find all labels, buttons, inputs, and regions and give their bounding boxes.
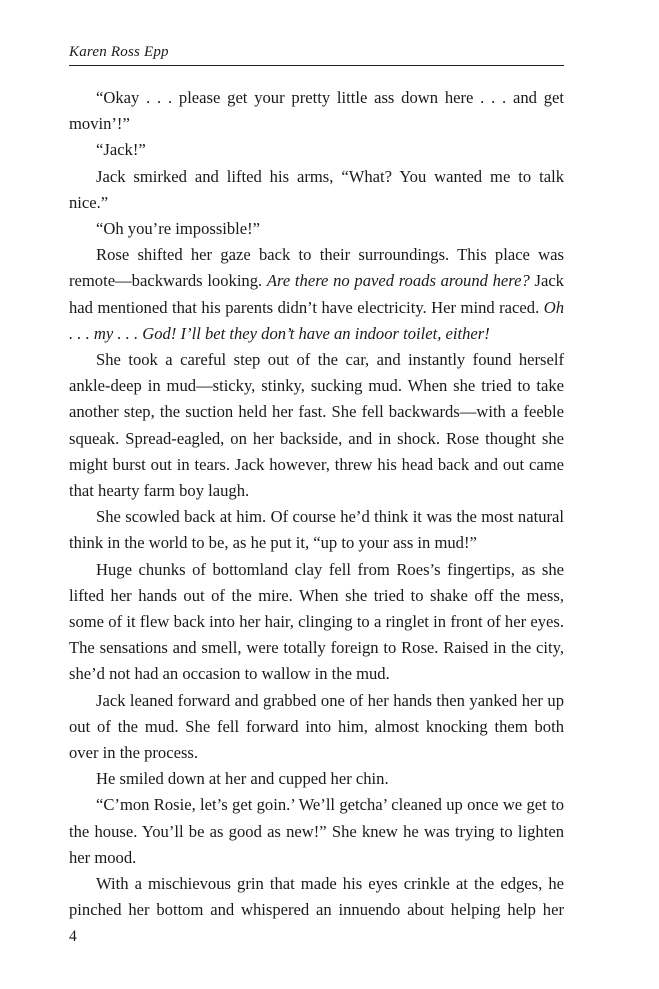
paragraph: Rose shifted her gaze back to their surroundings. This place was remote—backwards looking. Are there no paved roads around here? Jack had mentioned that his parents didn’t have electricity. Her mind raced. Oh . . . my . . . God! I’ll bet they don’t have an indoor toilet, either!: [69, 245, 564, 343]
running-head-author: Karen Ross Epp: [69, 44, 169, 60]
paragraph: Jack leaned forward and grabbed one of her hands then yanked her up out of the mud. She fell forward into him, almost knocking them both over in the process.: [69, 690, 564, 763]
italic-thought: Oh . . . my . . . God! I’ll bet they don’t have an indoor toilet, either!: [69, 297, 564, 343]
paragraph: “Jack!”: [96, 140, 146, 160]
paragraph: Jack smirked and lifted his arms, “What? You wanted me to talk nice.”: [69, 166, 564, 212]
italic-thought: Are there no paved roads around here?: [266, 271, 530, 291]
paragraph: With a mischievous grin that made his eyes crinkle at the edges, he pinched her bottom and whispered an innuendo about helping help her: [69, 874, 564, 920]
paragraph: Huge chunks of bottomland clay fell from Roes’s fingertips, as she lifted her hands out of the mire. When she tried to shake off the mess, some of it flew back into her hair, clinging to a ringlet in front of her eyes. The sensations and smell, were totally foreign to Rose. Raised in the city, she’d not had an occasion to wallow in the mud.: [69, 559, 564, 684]
paragraph: “Oh you’re impossible!”: [96, 219, 261, 239]
paragraph: He smiled down at her and cupped her chin.: [96, 769, 389, 789]
paragraph: She took a careful step out of the car, and instantly found herself ankle-deep in mud—sticky, stinky, sucking mud. When she tried to take another step, the suction held her fast. She fell backwards—with a feeble squeak. Spread-eagled, on her backside, and in shock. Rose thought she might burst out in tears. Jack however, threw his head back and out came that hearty farm boy laugh.: [69, 350, 564, 501]
paragraph: She scowled back at him. Of course he’d think it was the most natural think in the world to be, as he put it, “up to your ass in mud!”: [69, 507, 564, 553]
paragraph: “Okay . . . please get your pretty little ass down here . . . and get movin’!”: [69, 88, 564, 134]
header-rule: [69, 65, 564, 66]
page-number: 4: [69, 928, 77, 945]
body-text: [69, 85, 564, 924]
paragraph: “C’mon Rosie, let’s get goin.’ We’ll getcha’ cleaned up once we get to the house. You’ll be as good as new!” She knew he was trying to lighten her mood.: [69, 795, 564, 867]
